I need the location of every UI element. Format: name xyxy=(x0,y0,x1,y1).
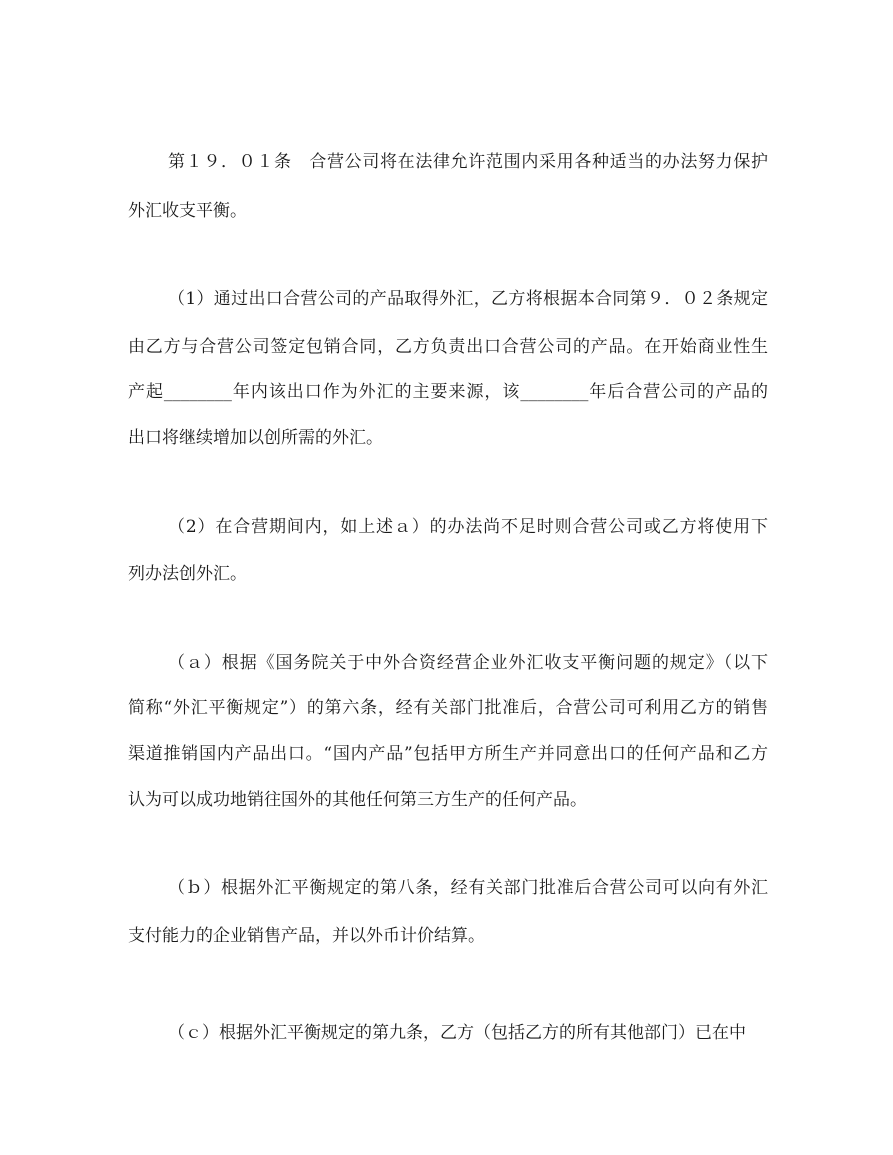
article-line-2: 外汇收支平衡。 xyxy=(128,201,247,221)
para1-line-3: 产起________年内该出口作为外汇的主要来源，该________年后合营公司的产品的 xyxy=(128,382,768,402)
para-a-line-1: （ａ）根据《国务院关于中外合资经营企业外汇收支平衡问题的规定》（以下 xyxy=(168,653,768,673)
para2-line-1: （2）在合营期间内，如上述ａ）的办法尚不足时则合营公司或乙方将使用下 xyxy=(168,517,768,537)
para1-line-1: （1）通过出口合营公司的产品取得外汇，乙方将根据本合同第９．０２条规定 xyxy=(168,289,768,309)
para1-line-2: 由乙方与合营公司签定包销合同，乙方负责出口合营公司的产品。在开始商业性生 xyxy=(128,337,768,357)
para-a-line-3: 渠道推销国内产品出口。“国内产品”包括甲方所生产并同意出口的任何产品和乙方 xyxy=(128,744,768,764)
para-b-line-1: （ｂ）根据外汇平衡规定的第八条，经有关部门批准后合营公司可以向有外汇 xyxy=(168,878,768,898)
para-b-line-2: 支付能力的企业销售产品，并以外币计价结算。 xyxy=(128,926,485,946)
para-a-line-4: 认为可以成功地销往国外的其他任何第三方生产的任何产品。 xyxy=(128,790,587,810)
para2-line-2: 列办法创外汇。 xyxy=(128,564,247,584)
para1-line-4: 出口将继续增加以创所需的外汇。 xyxy=(128,428,383,448)
para-a-line-2: 简称“外汇平衡规定”）的第六条，经有关部门批准后，合营公司可利用乙方的销售 xyxy=(128,698,768,718)
article-line-1: 第１９．０１条 合营公司将在法律允许范围内采用各种适当的办法努力保护 xyxy=(168,152,768,172)
para-c-line-1: （ｃ）根据外汇平衡规定的第九条，乙方（包括乙方的所有其他部门）已在中 xyxy=(168,1023,746,1043)
